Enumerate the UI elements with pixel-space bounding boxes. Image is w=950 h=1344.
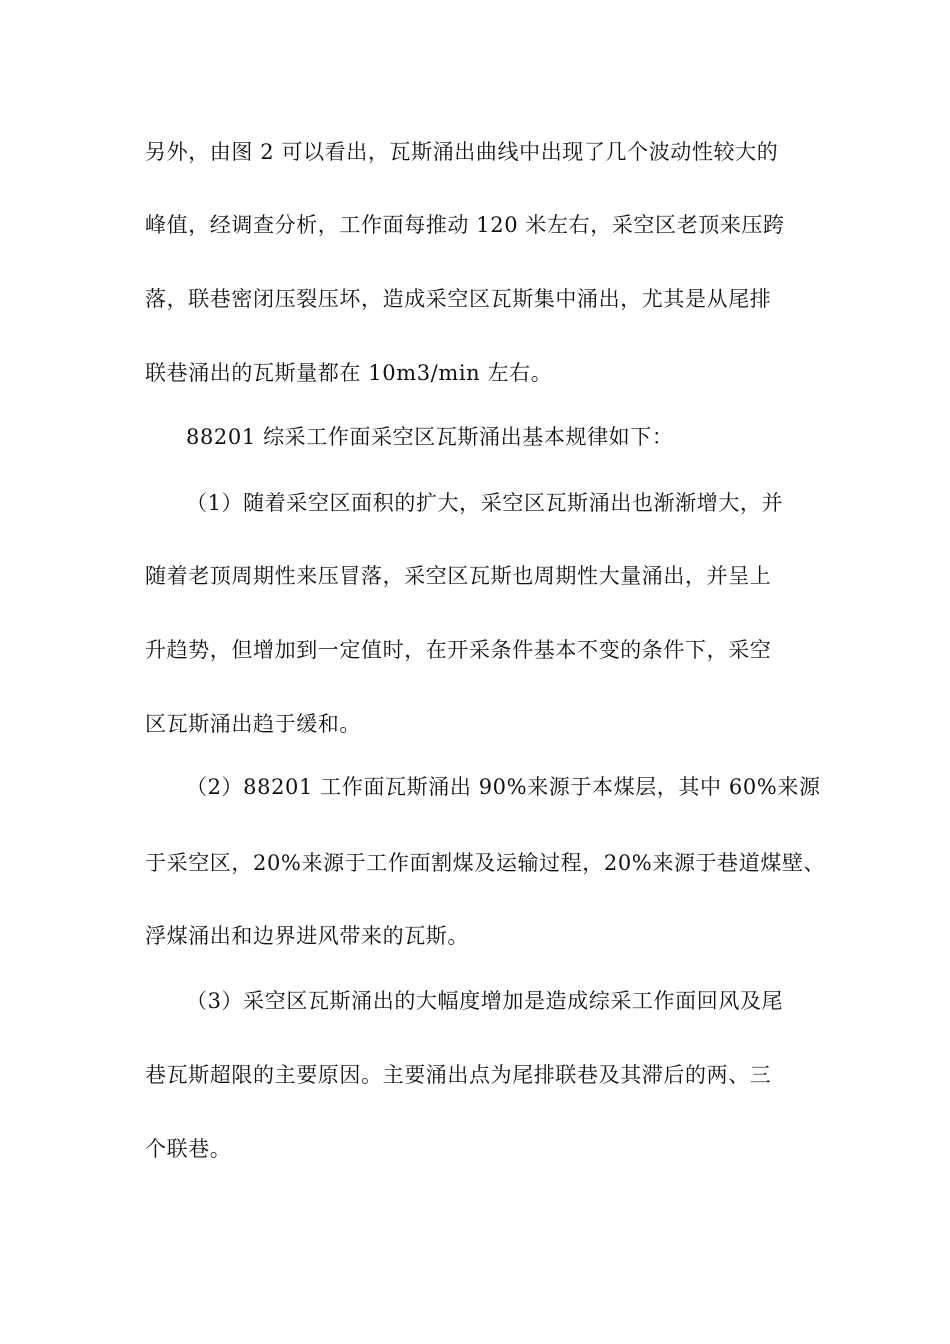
- text-line: 峰值，经调查分析，工作面每推动 120 米左右，采空区老顶来压跨: [145, 213, 785, 237]
- text-line: 升趋势，但增加到一定值时，在开采条件基本不变的条件下，采空: [145, 638, 772, 662]
- text-line: 个联巷。: [145, 1137, 232, 1161]
- text-line: 另外，由图 2 可以看出，瓦斯涌出曲线中出现了几个波动性较大的: [145, 140, 779, 164]
- text-line: 随着老顶周期性来压冒落，采空区瓦斯也周期性大量涌出，并呈上: [145, 564, 772, 588]
- paragraph-first-line: （1）随着采空区面积的扩大，采空区瓦斯涌出也渐渐增大，并: [186, 491, 784, 515]
- text-line: 联巷涌出的瓦斯量都在 10m3/min 左右。: [145, 361, 553, 385]
- text-line: 浮煤涌出和边界进风带来的瓦斯。: [145, 924, 469, 948]
- paragraph-first-line: （3）采空区瓦斯涌出的大幅度增加是造成综采工作面回风及尾: [186, 989, 784, 1013]
- paragraph-first-line: 88201 综采工作面采空区瓦斯涌出基本规律如下：: [186, 425, 674, 449]
- text-line: 落，联巷密闭压裂压坏，造成采空区瓦斯集中涌出，尤其是从尾排: [145, 287, 772, 311]
- text-line: 于采空区，20%来源于工作面割煤及运输过程，20%来源于巷道煤壁、: [145, 851, 826, 875]
- text-line: 巷瓦斯超限的主要原因。主要涌出点为尾排联巷及其滞后的两、三: [145, 1063, 772, 1087]
- text-line: 区瓦斯涌出趋于缓和。: [145, 712, 361, 736]
- paragraph-first-line: （2）88201 工作面瓦斯涌出 90%来源于本煤层，其中 60%来源: [186, 775, 821, 799]
